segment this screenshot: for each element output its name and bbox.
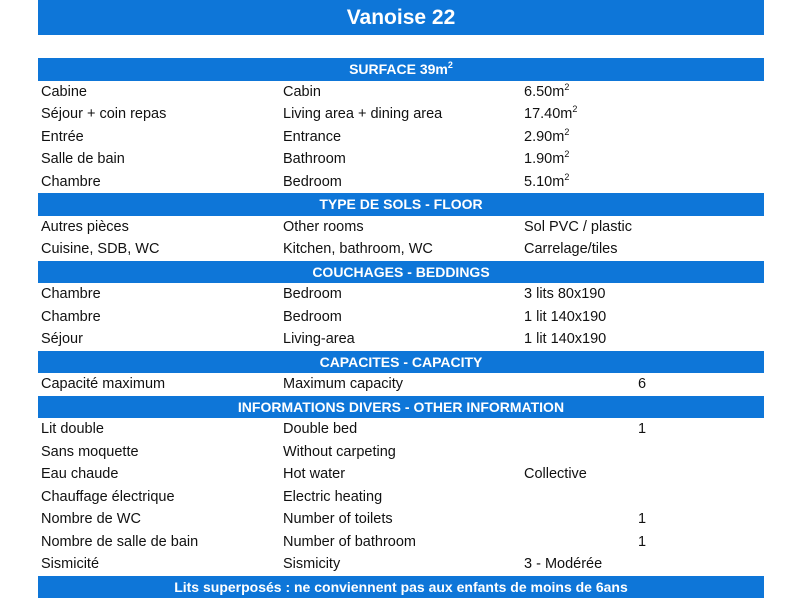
table-row (38, 486, 764, 509)
table-row (38, 283, 764, 306)
cell-fr: Nombre de WC (41, 511, 141, 527)
table-row (38, 81, 764, 104)
cell-en: Entrance (283, 128, 342, 145)
value-sup: 2 (564, 171, 570, 182)
table-row (38, 418, 764, 441)
section-header-info: INFORMATIONS DIVERS - OTHER INFORMATION (38, 396, 764, 419)
footer-note: Lits superposés : ne conviennent pas aux enfants de moins de 6ans (38, 576, 764, 599)
section-header-capacity: CAPACITES - CAPACITY (38, 351, 764, 374)
cell-count: 1 (638, 421, 647, 437)
cell-fr: Autres pièces (41, 218, 129, 235)
table-row (38, 148, 764, 171)
cell-en: Bedroom (283, 308, 342, 325)
cell-en: Bathroom (283, 151, 346, 167)
page-title: Vanoise 22 (38, 0, 764, 35)
cell-fr: Cuisine, SDB, WC (41, 241, 160, 257)
value-sup: 2 (572, 104, 578, 114)
cell-fr: Séjour + coin repas (41, 106, 167, 122)
cell-value (524, 103, 577, 126)
value-text: 1.90m (524, 151, 565, 167)
cell-en: Number of bathroom (283, 533, 416, 550)
value-text: 5.10m (524, 173, 565, 190)
cell-en: Cabin (283, 83, 321, 100)
cell-value: 1 lit 140x190 (524, 331, 607, 347)
cell-fr: Cabine (41, 83, 87, 100)
cell-fr: Chambre (41, 173, 101, 190)
cell-value: 1 lit 140x190 (524, 308, 607, 325)
cell-en: Sismicity (283, 556, 341, 572)
info-table (38, 58, 764, 598)
cell-fr: Lit double (41, 421, 104, 437)
cell-value: 3 - Modérée (524, 556, 603, 572)
cell-fr: Eau chaude (41, 466, 119, 482)
cell-count: 1 (638, 533, 647, 550)
table-row (38, 441, 764, 464)
surface-header-text: SURFACE 39m (349, 61, 448, 77)
cell-fr: Entrée (41, 128, 84, 145)
section-header-floor: TYPE DE SOLS - FLOOR (38, 193, 764, 216)
table-row (38, 328, 764, 351)
cell-en: Bedroom (283, 286, 342, 302)
cell-en: Hot water (283, 466, 346, 482)
cell-en: Without carpeting (283, 443, 396, 460)
value-text: 2.90m (524, 128, 565, 145)
cell-value: Collective (524, 466, 587, 482)
cell-value (524, 171, 569, 194)
table-row (38, 553, 764, 576)
value-sup: 2 (564, 149, 570, 159)
value-text: 17.40m (524, 106, 573, 122)
cell-en: Number of toilets (283, 511, 393, 527)
table-row (38, 373, 764, 396)
value-text: 6.50m (524, 83, 565, 100)
cell-en: Maximum capacity (283, 376, 404, 392)
table-row (38, 126, 764, 149)
cell-fr: Salle de bain (41, 151, 125, 167)
table-row (38, 103, 764, 126)
cell-fr: Chauffage électrique (41, 488, 175, 505)
cell-fr: Sismicité (41, 556, 100, 572)
cell-value: 3 lits 80x190 (524, 286, 606, 302)
section-header-surface (38, 58, 764, 81)
cell-fr: Chambre (41, 308, 101, 325)
table-row (38, 463, 764, 486)
cell-en: Other rooms (283, 218, 364, 235)
cell-fr: Séjour (41, 331, 83, 347)
cell-count: 1 (638, 511, 647, 527)
cell-value: Sol PVC / plastic (524, 218, 632, 235)
surface-header-sup: 2 (447, 60, 453, 70)
table-row (38, 508, 764, 531)
table-row (38, 238, 764, 261)
cell-en: Living area + dining area (283, 106, 443, 122)
cell-fr: Sans moquette (41, 443, 139, 460)
section-header-beddings: COUCHAGES - BEDDINGS (38, 261, 764, 284)
cell-count: 6 (638, 376, 647, 392)
table-row (38, 171, 764, 194)
table-row (38, 531, 764, 554)
cell-value (524, 81, 569, 104)
cell-fr: Nombre de salle de bain (41, 533, 199, 550)
table-row (38, 306, 764, 329)
value-sup: 2 (564, 81, 570, 92)
cell-en: Living-area (283, 331, 355, 347)
cell-value (524, 126, 569, 149)
cell-value (524, 148, 569, 171)
cell-fr: Chambre (41, 286, 101, 302)
table-row (38, 216, 764, 239)
cell-en: Double bed (283, 421, 358, 437)
cell-fr: Capacité maximum (41, 376, 166, 392)
value-sup: 2 (564, 126, 570, 137)
cell-en: Bedroom (283, 173, 342, 190)
cell-value: Carrelage/tiles (524, 241, 618, 257)
cell-en: Electric heating (283, 488, 383, 505)
cell-en: Kitchen, bathroom, WC (283, 241, 433, 257)
